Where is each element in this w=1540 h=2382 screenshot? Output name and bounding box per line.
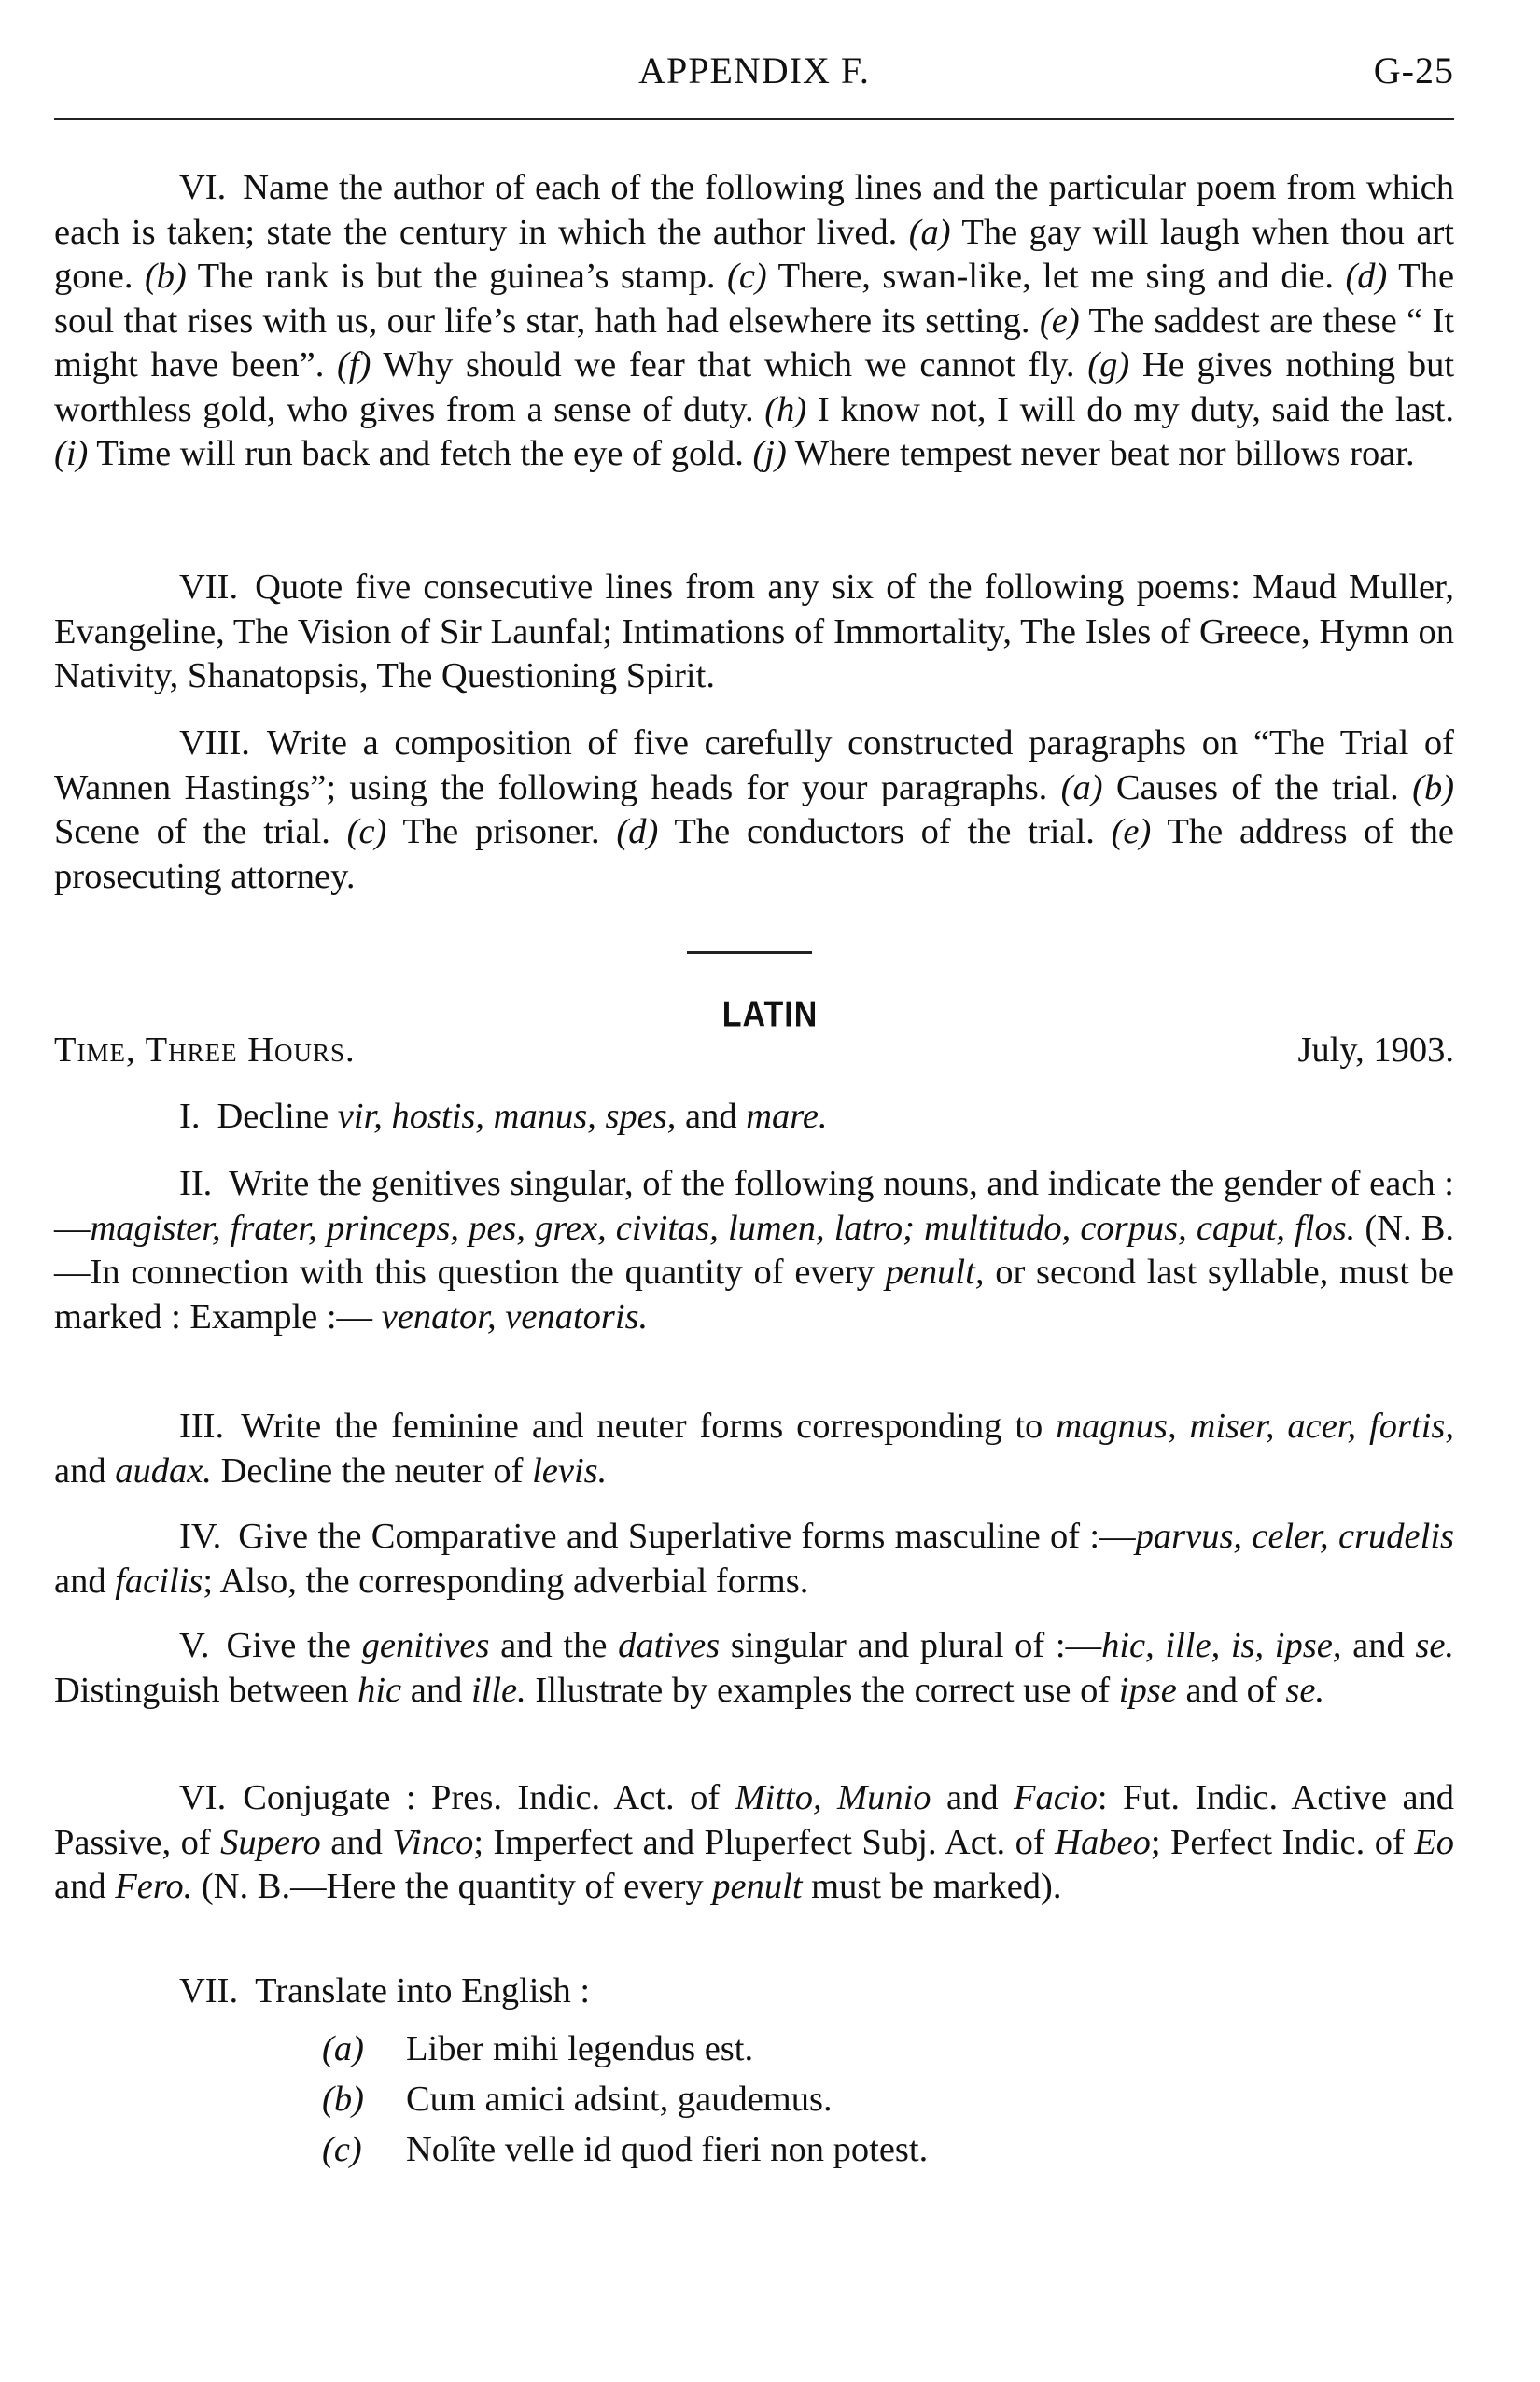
question-paragraph: VIII. Write a composition of five carefully constructed paragraphs on “The Trial of Wannen Hastings”; using the following heads for your paragraphs. (a) Causes of the trial. (b) Scene of the trial. (c) The prisoner. (d) The conductors of the trial. (e) The address of the prosecuting attorney.	[54, 723, 1455, 896]
question-number: VII.	[179, 1971, 239, 2011]
latin-question-5	[54, 1624, 1454, 1713]
exam-time: Time, Three Hours.	[54, 1030, 356, 1070]
latin-question-6	[54, 1776, 1454, 1910]
latin-question-3	[54, 1405, 1454, 1493]
english-question-6	[54, 166, 1454, 477]
question-paragraph: VII. Quote five consecutive lines from any six of the following poems: Maud Muller, Evangeline, The Vision of Sir Launfal; Intimations of Immortality, The Isles of Greece, Hymn on Nativity, Shanatopsis, The Questioning Spirit.	[54, 567, 1454, 695]
question-paragraph: VI. Name the author of each of the following lines and the particular poem from which each is taken; state the century in which the author lived. (a) The gay will laugh when thou art gone. (b) The rank is but the guinea’s stamp. (c) There, swan-like, let me sing and die. (d) The soul that rises with us, our life’s star, hath had elsewhere its setting. (e) The saddest are these “ It might have been”. (f) Why should we fear that which we cannot fly. (g) He gives nothing but worthless gold, who gives from a sense of duty. (h) I know not, I will do my duty, said the last. (i) Time will run back and fetch the eye of gold. (j) Where tempest never beat nor billows roar.	[54, 168, 1455, 473]
exam-meta	[54, 1030, 1454, 1076]
question-paragraph: VI. Conjugate : Pres. Indic. Act. of Mitto, Munio and Facio: Fut. Indic. Active and Passive, of Supero and Vinco; Imperfect and Pluperfect Subj. Act. of Habeo; Perfect Indic. of Eo and Fero. (N. B.—Here the quantity of every penult must be marked).	[54, 1778, 1455, 1906]
latin-question-2	[54, 1162, 1454, 1339]
appendix-title: APPENDIX F.	[638, 49, 870, 91]
question-number: VI.	[179, 1778, 227, 1817]
section-title-latin: LATIN	[721, 994, 819, 1035]
question-paragraph: IV. Give the Comparative and Superlative forms masculine of :—parvus, celer, crudelis and facilis; Also, the corresponding adverbial forms.	[54, 1517, 1455, 1601]
question-paragraph: I. Decline vir, hostis, manus, spes, and mare.	[179, 1097, 828, 1136]
latin-question-7	[54, 1969, 1454, 2014]
running-head	[54, 49, 1454, 95]
question-number: I.	[179, 1097, 201, 1136]
latin-question-4	[54, 1515, 1454, 1604]
page-number: G-25	[1373, 49, 1454, 91]
list-item: (b) Cum amici adsint, gaudemus.	[322, 2080, 833, 2119]
translation-list	[322, 2024, 928, 2175]
question-paragraph: III. Write the feminine and neuter forms corresponding to magnus, miser, acer, fortis, and audax. Decline the neuter of levis.	[54, 1407, 1454, 1491]
question-number: VI.	[179, 168, 227, 207]
question-number: II.	[179, 1164, 213, 1203]
section-divider	[687, 951, 812, 954]
question-number: VII.	[179, 567, 239, 607]
question-paragraph: VII. Translate into English :	[179, 1971, 591, 2011]
list-item: (c) Nolîte velle id quod fieri non potest.	[322, 2130, 929, 2169]
question-paragraph: V. Give the genitives and the datives singular and plural of :—hic, ille, is, ipse, and se. Distinguish between hic and ille. Illustrate by examples the correct use of ipse and of se.	[54, 1626, 1455, 1710]
list-item: (a) Liber mihi legendus est.	[322, 2029, 754, 2068]
question-number: V.	[179, 1626, 210, 1665]
question-number: IV.	[179, 1517, 222, 1556]
exam-date: July, 1903.	[1297, 1030, 1454, 1070]
header-rule	[54, 118, 1454, 120]
question-paragraph: II. Write the genitives singular, of the following nouns, and indicate the gender of each :—magister, frater, princeps, pes, grex, civitas, lumen, latro; multitudo, corpus, caput, flos. (N. B.—In connection with this question the quantity of every penult, or second last syllable, must be marked : Example :— venator, venatoris.	[54, 1164, 1455, 1337]
english-question-8	[54, 722, 1454, 899]
english-question-7	[54, 566, 1454, 699]
question-number: VIII.	[179, 723, 250, 763]
question-number: III.	[179, 1407, 225, 1446]
latin-question-1	[54, 1095, 1454, 1140]
